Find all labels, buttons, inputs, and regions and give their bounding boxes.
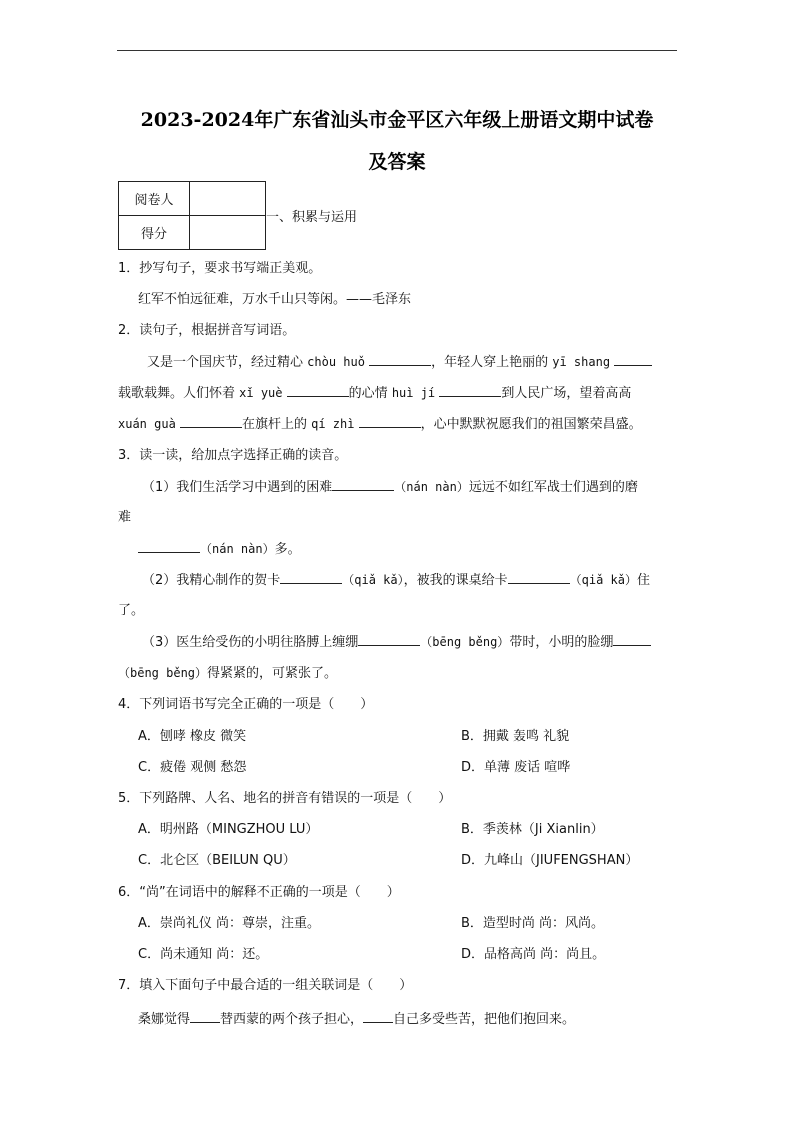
q3-item2-cont: 了。 — [118, 603, 145, 618]
answer-blank[interactable] — [508, 571, 570, 584]
pinyin-options: （nán nàn） — [200, 542, 275, 556]
answer-blank[interactable] — [359, 415, 421, 428]
text: 桑娜觉得 — [138, 1012, 191, 1027]
q3-item1-cont2 — [138, 540, 301, 559]
text: ，被我的课桌给卡 — [403, 573, 508, 588]
q5-option-c[interactable]: C．北仑区（BEILUN QU） — [138, 853, 296, 868]
q3-item1-cont: 难 — [118, 510, 132, 525]
answer-blank[interactable] — [280, 571, 342, 584]
page-title-line2: 及答案 — [368, 151, 426, 173]
q6-option-d[interactable]: D．品格高尚 尚：尚且。 — [461, 947, 606, 962]
text: 带时，小明的脸绷 — [509, 635, 614, 650]
text: ，年轻人穿上艳丽的 — [431, 355, 549, 370]
text: ，心中默默祝愿我们的祖国繁荣昌盛。 — [420, 417, 642, 432]
q7-sentence — [138, 1010, 575, 1029]
pinyin-options: （qiǎ kǎ） — [569, 573, 638, 587]
answer-blank[interactable] — [369, 353, 431, 366]
q3-item2 — [142, 571, 650, 590]
q4-stem: 4．下列词语书写完全正确的一项是（ ） — [118, 697, 374, 712]
q5-option-b[interactable]: B．季羡林（Ji Xianlin） — [461, 822, 604, 837]
q1-stem: 1．抄写句子，要求书写端正美观。 — [118, 261, 322, 276]
answer-blank[interactable] — [190, 1010, 220, 1023]
text: 远远不如红军战士们遇到的磨 — [468, 480, 638, 495]
q6-option-c[interactable]: C．尚未通知 尚：还。 — [138, 947, 269, 962]
pinyin: xǐ yuè — [239, 386, 283, 400]
answer-blank[interactable] — [287, 384, 349, 397]
q6-option-b[interactable]: B．造型时尚 尚：风尚。 — [461, 916, 605, 931]
q6-stem: 6．“尚”在词语中的解释不正确的一项是（ ） — [118, 885, 400, 900]
text: 得紧紧的，可紧张了。 — [207, 666, 338, 681]
q7-stem: 7．填入下面句子中最合适的一组关联词是（ ） — [118, 978, 413, 993]
q2-stem: 2．读句子，根据拼音写词语。 — [118, 323, 296, 338]
grader-table — [118, 181, 266, 250]
score-label: 得分 — [119, 216, 190, 250]
text: （1）我们生活学习中遇到的困难 — [142, 480, 333, 495]
q3-item3-cont — [118, 664, 337, 683]
answer-blank[interactable] — [358, 633, 420, 646]
text: 又是一个国庆节，经过精心 — [147, 355, 304, 370]
section-heading: 一、积累与运用 — [266, 210, 358, 225]
pinyin-options: （bēng běng） — [118, 666, 208, 680]
text: 到人民广场，望着高高 — [501, 386, 632, 401]
pinyin: huì jí — [391, 386, 436, 400]
answer-blank[interactable] — [363, 1010, 393, 1023]
text: 住 — [637, 573, 651, 588]
text: 的心情 — [348, 386, 388, 401]
header-rule — [117, 50, 677, 51]
q3-item1 — [142, 478, 638, 497]
text: （2）我精心制作的贺卡 — [142, 573, 281, 588]
q3-item3 — [142, 633, 651, 652]
q5-option-a[interactable]: A．明州路（MINGZHOU LU） — [138, 822, 319, 837]
reviewer-field[interactable] — [190, 182, 266, 216]
score-field[interactable] — [190, 216, 266, 250]
reviewer-label: 阅卷人 — [119, 182, 190, 216]
text: 替西蒙的两个孩子担心， — [220, 1012, 364, 1027]
q4-option-d[interactable]: D．单薄 废话 喧哗 — [461, 760, 571, 775]
answer-blank[interactable] — [614, 353, 652, 366]
text: （3）医生给受伤的小明往胳膊上缠绷 — [142, 635, 359, 650]
q2-line2 — [118, 384, 631, 403]
q2-line3 — [118, 415, 642, 434]
q4-option-c[interactable]: C．疲倦 观侧 愁怨 — [138, 760, 247, 775]
answer-blank[interactable] — [138, 540, 200, 553]
q4-option-a[interactable]: A．刨哮 橡皮 微笑 — [138, 729, 247, 744]
pinyin-options: （bēng běng） — [420, 635, 510, 649]
text: 多。 — [274, 542, 301, 557]
answer-blank[interactable] — [613, 633, 651, 646]
answer-blank[interactable] — [332, 478, 394, 491]
pinyin-options: （nán nàn） — [394, 480, 469, 494]
text: 载歌载舞。人们怀着 — [118, 386, 236, 401]
pinyin: chòu huǒ — [307, 355, 365, 369]
pinyin-options: （qiǎ kǎ） — [342, 573, 404, 587]
pinyin: qí zhì — [311, 417, 355, 431]
q1-quote: 红军不怕远征难，万水千山只等闲。——毛泽东 — [138, 292, 412, 307]
text: 自己多受些苦，把他们抱回来。 — [393, 1012, 576, 1027]
page-title: 2023-2024年广东省汕头市金平区六年级上册语文期中试卷 — [140, 109, 654, 131]
q5-stem: 5．下列路牌、人名、地名的拼音有错误的一项是（ ） — [118, 791, 452, 806]
answer-blank[interactable] — [439, 384, 501, 397]
answer-blank[interactable] — [180, 415, 242, 428]
text: 在旗杆上的 — [241, 417, 307, 432]
q6-option-a[interactable]: A．崇尚礼仪 尚：尊崇，注重。 — [138, 916, 321, 931]
pinyin: xuán guà — [118, 417, 176, 431]
q2-line1 — [147, 353, 652, 372]
q4-option-b[interactable]: B．拥戴 轰鸣 礼貌 — [461, 729, 570, 744]
q5-option-d[interactable]: D．九峰山（JIUFENGSHAN） — [461, 853, 639, 868]
pinyin: yī shang — [552, 355, 611, 369]
q3-stem: 3．读一读，给加点字选择正确的读音。 — [118, 448, 348, 463]
